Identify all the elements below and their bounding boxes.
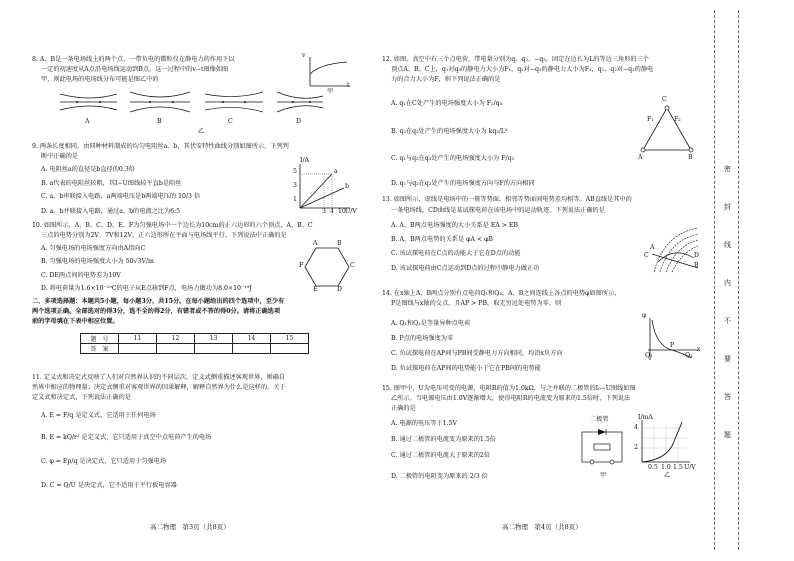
answer-cell[interactable]	[157, 344, 195, 354]
seal-char: 内	[724, 279, 731, 287]
q15-line3: 正确的是	[391, 405, 416, 412]
q8-fig-jia: 甲	[327, 88, 334, 95]
table-header-cell: 11	[119, 334, 157, 344]
q9-tick-y1: 1	[293, 196, 297, 203]
q10-line1: 10. 如图所示，A、B、C、D、E、F为匀强电场中一个边长为10cm的正六边形的六个顶点，A、B、C	[32, 222, 313, 229]
q10-line2: 三点的电势分别为2V、7V和12V，正六边形所在平面与电场线平行。下列说法中正确的是	[41, 232, 287, 239]
q12-opt-c: C. q₁与q₂在q₃处产生的电场强度大小为 F/q₃	[391, 155, 514, 162]
seal-char: 线	[724, 241, 731, 249]
q12-line1: 12. 如图，真空中有三个点电荷，带电量分别为q、q₂、−q₃，固定在边长为L的等边三角形的三个	[382, 56, 649, 63]
q15-opt-d: D. 二极管的电阻变为原来的 2/3 倍	[391, 473, 488, 480]
q9-tick-4: 4	[330, 208, 334, 215]
q13-opt-d: D. 该试探电荷由C点运动到D点的过程中静电力做正功	[391, 265, 540, 272]
seal-char: 封	[724, 203, 731, 211]
q10-opt-d: D. 将电荷量为1.6×10⁻¹⁹C的电子从E点移到F点，电场力做功为8.0×10⁻¹⁹J	[41, 285, 252, 292]
q15-diode-label: 二极管	[590, 416, 609, 423]
q9-axis-i: I/A	[300, 157, 309, 164]
q13-line2: 一条电场线，CD曲线是某试探电荷在该电场中的运动轨迹。下列说法正确的是	[391, 207, 605, 214]
q8-line3: 甲，则此电场的电场线分布可能是图乙中的	[41, 76, 159, 83]
q14-label-q2: Q₂	[685, 352, 693, 359]
q11-opt-a: A. E = F/q 是定义式，它适用于任何电场	[41, 412, 156, 419]
seal-char: 题	[724, 431, 731, 439]
q12-opt-d: D. q₁与q₂在q₃处产生的电场强度方向与F的方向相同	[391, 180, 535, 187]
q14-opt-b: B. P点的电场强度为零	[391, 335, 454, 342]
q15-tick-10: 1.0	[661, 464, 671, 471]
q8-line2: 一定的初速度从A点沿电场线运动到B点，这一过程中的v−t图像如图	[41, 66, 229, 73]
q9-tick-y3: 3	[293, 182, 297, 189]
q11-line2: 然界中相应的物理量；决定式侧重对客观世界的因果解释，解释自然界为什么是这样的。关于	[32, 384, 286, 391]
q10-opt-b: B. 匀强电场的电场强度大小为 50√3V/m	[41, 258, 154, 265]
q8-field-options	[55, 88, 325, 116]
q13-opt-c: C. 该试探电荷在C点的动能大于它在D点的动能	[391, 250, 521, 257]
q11-line1: 11. 定义式和决定式反映了人们对自然界认识的不同层次。定义式侧重描述客观世界，则确自	[32, 374, 286, 381]
seal-line	[738, 10, 739, 550]
q10-opt-a: A. 匀强电场的电场强度方向由A指向C	[41, 245, 146, 252]
q11-opt-b: B. E = kQ/r² 是定义式，它只适用于真空中点电荷产生的电场	[41, 434, 212, 441]
answer-table	[80, 333, 309, 354]
answer-cell[interactable]	[119, 344, 157, 354]
right-page	[382, 0, 712, 561]
q13-label-b: B	[694, 262, 699, 269]
q13-opt-a: A. A、B两点电场强度的大小关系是 EA > EB	[391, 222, 518, 229]
q10-hex-d: D	[337, 286, 342, 293]
q9-tick-10: 10	[338, 208, 346, 215]
q15-line1: 15. 图甲中，U为电压可变的电源，电阻R的值为1.0kΩ，与之并联的二极管的I₀−U图线如图	[382, 385, 636, 392]
q9-axis-u: U/V	[345, 208, 357, 215]
q8-axis-v: v	[302, 52, 306, 59]
q11-opt-c: C. φ = Ep/q 是决定式，它只适用于匀强电场	[41, 458, 167, 465]
q15-opt-a: A. 电源的电压等于1.5V	[391, 420, 458, 427]
q15-axis-i: I/mA	[638, 414, 653, 421]
q12-line2: 顶点A、B、C上，q₁对q₃的静电力大小为F₁，q₂对−q₃的静电力大小为F₂，q₁、q₂对−q₃的静电	[391, 66, 654, 73]
q9-tick-3: 3	[322, 208, 326, 215]
q8-axis-t: t	[347, 82, 350, 89]
q10-hex-c: C	[350, 262, 355, 269]
q9-opt-a: A. 电阻丝a的直径是b直径的0.3倍	[41, 166, 135, 173]
left-footer: 高二物理 第3页（共8页）	[150, 523, 230, 531]
q15-tick-y4: 4	[634, 424, 638, 431]
q13-opt-b: B. A、B两点电势的关系是 φA < φB	[391, 236, 493, 243]
q10-hex-a: A	[313, 240, 318, 247]
q8-line1: 8. A、B是一条电场线上的两个点，一带负电的微粒仅在静电力的作用下以	[32, 56, 235, 63]
q12-opt-b: B. q₂在q₃处产生的电场强度大小为 kq₂/L²	[391, 128, 508, 135]
binding-margin	[712, 0, 794, 561]
q9-curve-b: b	[345, 183, 349, 190]
q9-curve-a: a	[334, 168, 338, 175]
q13-line1: 13. 如图所示，虚线是电场中的一簇等势面，相邻等势面间电势差均相等。AB直线是其中的	[382, 196, 632, 203]
q12-label-f1: F₁	[647, 116, 654, 123]
q15-axis-u: U/V	[684, 464, 696, 471]
left-page	[0, 0, 380, 561]
q12-label-f2: F₂	[674, 116, 681, 123]
section2-line2: 两个选项正确。全部选对的得3分，选不全的得2分，有错者或不答的得0分。请将正确选项	[32, 308, 281, 315]
q9-tick-y5: 5	[293, 168, 297, 175]
right-footer: 高二物理 第4页（共8页）	[502, 523, 582, 531]
q15-tick-y2: 2	[634, 444, 638, 451]
seal-text	[724, 150, 734, 454]
q11-line3: 定义式和决定式，下列说法正确的是	[32, 394, 131, 401]
q11-opt-d: D. C = Q/U 是决定式，它不适用于平行板电容器	[41, 482, 177, 489]
q12-line3: 力的合力大小为F，则下列说法正确的是	[391, 76, 501, 83]
section2-line3: 前的字母填在下表中相应位置。	[32, 318, 119, 325]
table-header-cell: 15	[271, 334, 309, 344]
q14-label-q1: Q₁	[645, 352, 653, 359]
q13-label-c: C	[644, 252, 649, 259]
table-header-cell: 13	[195, 334, 233, 344]
q13-label-a: A	[650, 244, 655, 251]
seal-char: 不	[724, 317, 731, 325]
table-header-cell: 题 号	[81, 334, 119, 344]
answer-cell[interactable]	[271, 344, 309, 354]
q9-opt-b: B. a代表的电阻丝较粗，其I−U图线较平直b是阻丝	[41, 180, 182, 187]
q14-opt-a: A. Q₁和Q₂是等量异种点电荷	[391, 320, 471, 327]
answer-cell[interactable]	[233, 344, 271, 354]
q14-opt-c: C. 负试探电荷在AP间与PB间受静电力方向相同，均沿x负方向	[391, 350, 563, 357]
q10-hex-f: F	[299, 262, 304, 269]
q10-opt-c: C. DE两点间的电势差为10V	[41, 272, 121, 279]
q9-opt-d: D. a、b并联接入电路，通过a、b的电流之比为6:5	[41, 208, 181, 215]
seal-char: 密	[724, 165, 731, 173]
q12-label-b: B	[688, 154, 693, 161]
cut-line	[714, 10, 715, 550]
q8-fig-yi: 乙	[198, 128, 205, 135]
q15-fig-jia: 甲	[600, 472, 607, 479]
q15-circuit	[578, 424, 626, 470]
q14-axis-x: x	[697, 346, 701, 353]
section2-line1: 二、多项选择题：本题共5小题，每小题3分，共15分。在每小题给出的四个选项中，至少有	[32, 298, 285, 305]
q14-label-p: P	[670, 342, 675, 349]
table-header-cell: 12	[157, 334, 195, 344]
q15-opt-b: B. 通过二极管的电流变为原来的1.5倍	[391, 436, 496, 443]
seal-char: 答	[724, 393, 731, 401]
q10-hex-e: E	[313, 286, 318, 293]
q9-opt-c: C. a、b串联接入电路，a两端电压是b两端电压的 10/3 倍	[41, 193, 201, 200]
q15-line2: 乙所示。当电源电压由1.0V逐渐增大，使得电阻R的电流变为原来的1.5倍时，下列说法	[391, 395, 631, 402]
q15-opt-c: C. 通过二极管的电流大于原来的2倍	[391, 452, 491, 459]
q12-label-c: C	[662, 96, 667, 103]
q14-opt-d: D. 负试探电荷在AP间的电势能小于它在PB间的电势能	[391, 365, 541, 372]
seal-char: 要	[724, 355, 731, 363]
q12-opt-a: A. q₁在C处产生的电场强度大小为 F₂/q₃	[391, 100, 503, 107]
table-row-label: 答 案	[81, 344, 119, 354]
table-header-cell: 14	[233, 334, 271, 344]
q8-opt-a: A	[85, 118, 90, 125]
q8-opt-d: D	[296, 118, 301, 125]
q8-opt-b: B	[157, 118, 162, 125]
q10-hexagon	[300, 244, 354, 290]
q10-hex-b: B	[337, 240, 342, 247]
q15-tick-15: 1.5	[673, 464, 683, 471]
q15-tick-05: 0.5	[648, 464, 658, 471]
q9-line1: 9. 两条长度相同，由同种材料制成的均匀电阻丝a、b，其伏安特性曲线分别如图所示，下列判	[32, 143, 289, 150]
q14-line2: P是图线与x轴的交点，且AP > PB，取无穷远处电势为零，则	[391, 300, 562, 307]
answer-cell[interactable]	[195, 344, 233, 354]
q13-label-d: D	[694, 252, 699, 259]
q9-line2: 断中正确的是	[41, 153, 79, 160]
q8-opt-c: C	[228, 118, 233, 125]
q15-fig-yi: 乙	[664, 472, 671, 479]
q14-line1: 14. 在x轴上A、B两点分别有点电荷Q₁和Q₂，A、B之间连线上各点的电势φ如图所示，	[382, 290, 621, 297]
q14-axis-phi: φ	[642, 312, 647, 319]
q12-label-a: A	[638, 154, 643, 161]
q12-triangle	[637, 102, 697, 158]
